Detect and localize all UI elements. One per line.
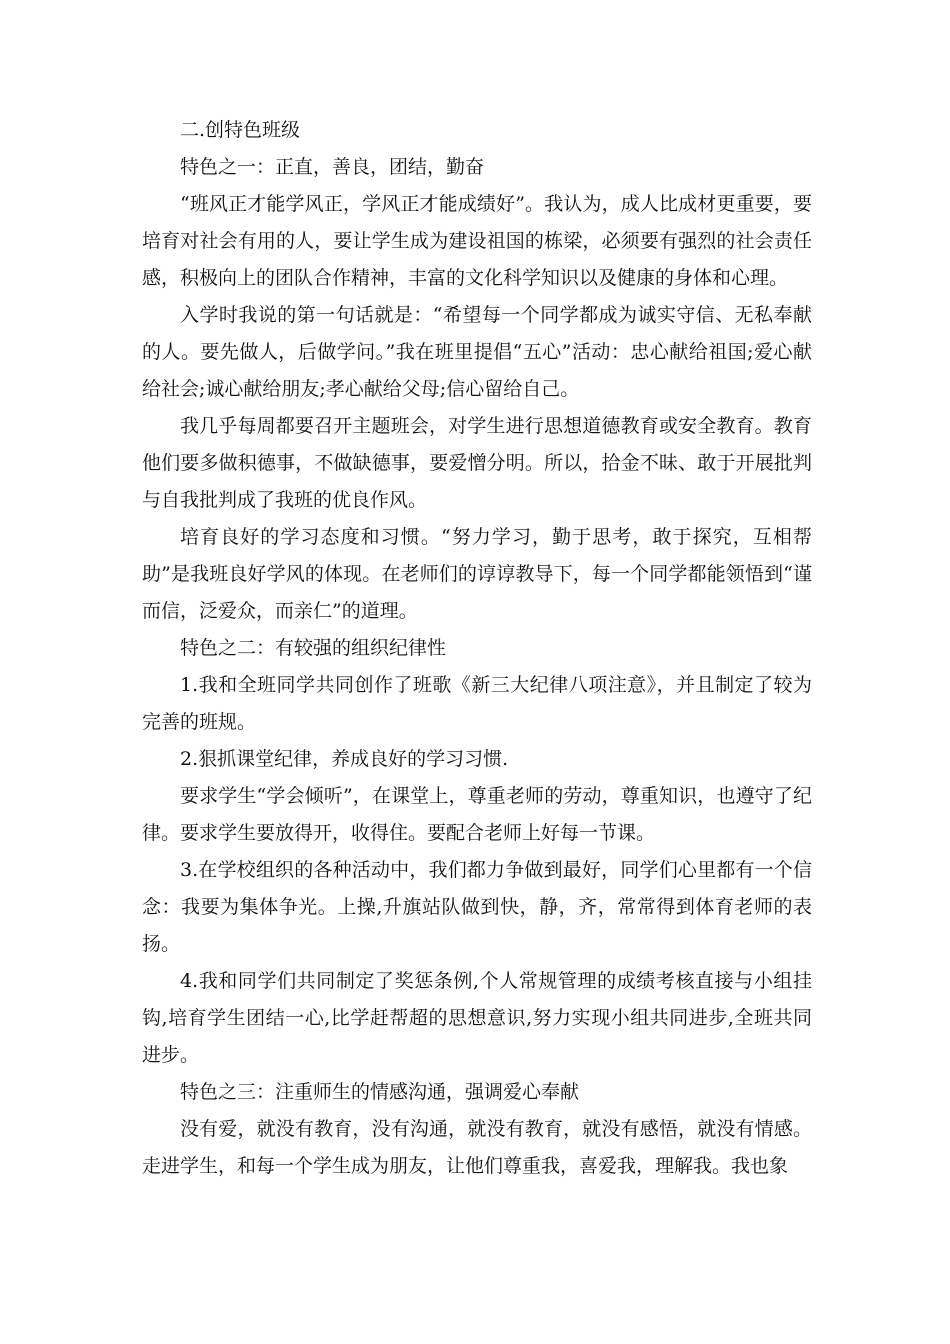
feature-heading-2: 特色之二：有较强的组织纪律性	[180, 637, 447, 659]
paragraph: 要求学生“学会倾听”，在课堂上，尊重老师的劳动，尊重知识，也遵守了纪律。要求学生要放得开，收得住。要配合老师上好每一节课。	[142, 785, 812, 844]
paragraph: 培育良好的学习态度和习惯。“努力学习，勤于思考，敢于探究，互相帮助”是我班良好学风的体现。在老师们的谆谆教导下，每一个同学都能领悟到“谨而信，泛爱众，而亲仁”的道理。	[142, 526, 812, 622]
list-item: 3.在学校组织的各种活动中，我们都力争做到最好，同学们心里都有一个信念：我要为集体争光。上操,升旗站队做到快，静，齐，常常得到体育老师的表扬。	[142, 859, 812, 955]
section-heading: 二.创特色班级	[180, 119, 301, 141]
list-item: 2.狠抓课堂纪律，养成良好的学习习惯.	[180, 748, 509, 770]
feature-heading-3: 特色之三：注重师生的情感沟通，强调爱心奉献	[180, 1081, 580, 1103]
paragraph: 入学时我说的第一句话就是：“希望每一个同学都成为诚实守信、无私奉献的人。要先做人，后做学问。”我在班里提倡“五心”活动：忠心献给祖国;爱心献给社会;诚心献给朋友;孝心献给父母;信心留给自己。	[142, 304, 812, 400]
list-item: 1.我和全班同学共同创作了班歌《新三大纪律八项注意》，并且制定了较为完善的班规。	[142, 674, 812, 733]
paragraph: 我几乎每周都要召开主题班会，对学生进行思想道德教育或安全教育。教育他们要多做积德事，不做缺德事，要爱憎分明。所以，拾金不昧、敢于开展批判与自我批判成了我班的优良作风。	[142, 415, 812, 511]
feature-heading-1: 特色之一：正直，善良，团结，勤奋	[180, 156, 485, 178]
paragraph: 没有爱，就没有教育，没有沟通，就没有教育，就没有感悟，就没有情感。走进学生，和每一个学生成为朋友，让他们尊重我，喜爱我，理解我。我也象	[142, 1118, 812, 1177]
list-item: 4.我和同学们共同制定了奖惩条例,个人常规管理的成绩考核直接与小组挂钩,培育学生团结一心,比学赶帮超的思想意识,努力实现小组共同进步,全班共同进步。	[142, 970, 812, 1066]
paragraph: “班风正才能学风正，学风正才能成绩好”。我认为，成人比成材更重要，要培育对社会有用的人，要让学生成为建设祖国的栋梁，必须要有强烈的社会责任感，积极向上的团队合作精神，丰富的文化科学知识以及健康的身体和心理。	[142, 193, 812, 289]
document-body	[142, 112, 812, 1185]
